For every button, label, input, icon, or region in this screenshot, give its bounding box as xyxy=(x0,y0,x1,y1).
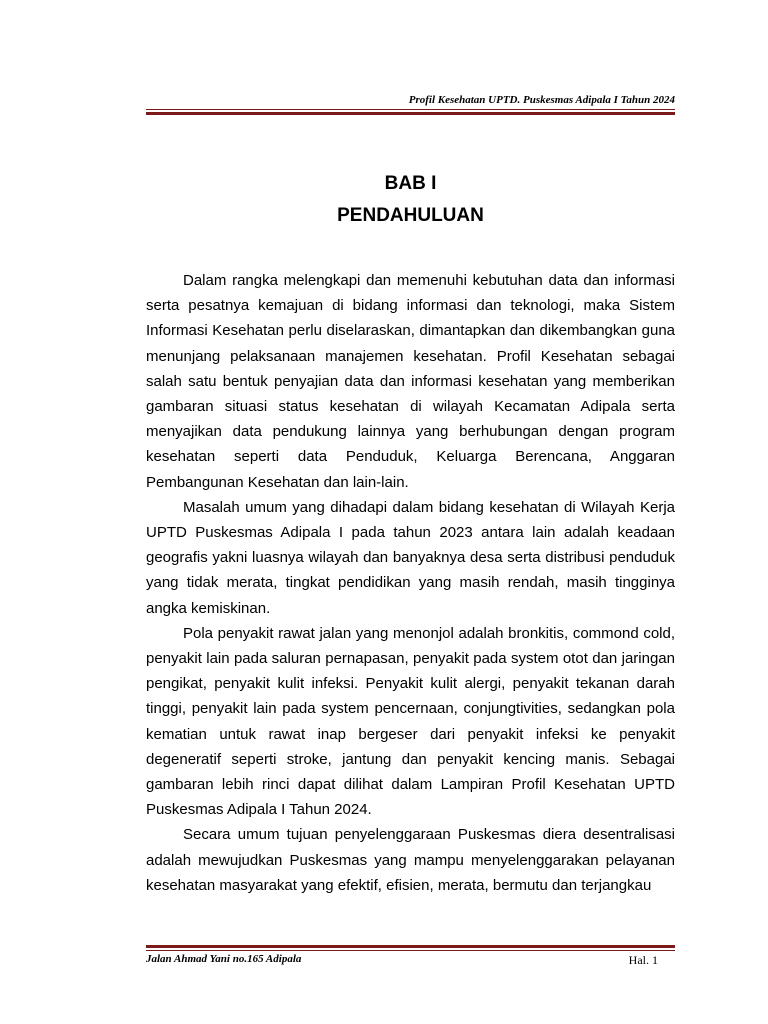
paragraph-objectives: Secara umum tujuan penyelenggaraan Puskesmas diera desentralisasi adalah mewujudkan Puskesmas yang mampu menyelenggarakan pelayanan kesehatan masyarakat yang efektif, efisien, merata, bermutu dan terjangkau xyxy=(146,826,675,894)
page-number: Hal. 1 xyxy=(628,953,658,967)
paragraph-problems: Masalah umum yang dihadapi dalam bidang kesehatan di Wilayah Kerja UPTD Puskesmas Adipala I pada tahun 2023 antara lain adalah keadaan geografis yakni luasnya wilayah dan banyaknya desa serta distribusi penduduk yang tidak merata, tingkat pendidikan yang masih rendah, masih tingginya angka kemiskinan. xyxy=(146,498,675,617)
paragraph-disease-patterns: Pola penyakit rawat jalan yang menonjol adalah bronkitis, commond cold, penyakit lain pada saluran pernapasan, penyakit pada system otot dan jaringan pengikat, penyakit kulit infeksi. Penyakit kulit alergi, penyakit tekanan darah tinggi, penyakit lain pada system pencernaan, conjungtivities, sedangkan pola kematian untuk rawat inap bergeser dari penyakit infeksi ke penyakit degeneratif seperti stroke, jantung dan penyakit kencing manis. Sebagai gambaran lebih rinci dapat dilihat dalam Lampiran Profil Kesehatan UPTD Puskesmas Adipala I Tahun 2024. xyxy=(146,624,675,819)
paragraph-intro: Dalam rangka melengkapi dan memenuhi kebutuhan data dan informasi serta pesatnya kemajuan di bidang informasi dan teknologi, maka Sistem Informasi Kesehatan perlu diselaraskan, dimantapkan dan dikembangkan guna menunjang pelaksanaan manajemen kesehatan. Profil Kesehatan sebagai salah satu bentuk penyajian data dan informasi kesehatan yang memberikan gambaran situasi status kesehatan di wilayah Kecamatan Adipala serta menyajikan data pendukung lainnya yang berhubungan dengan program kesehatan seperti data Penduduk, Keluarga Berencana, Anggaran Pembangunan Kesehatan dan lain-lain. xyxy=(146,272,675,491)
chapter-title: PENDAHULUAN xyxy=(337,205,484,226)
footer-divider xyxy=(146,945,675,951)
header-divider xyxy=(146,109,675,115)
chapter-number: BAB I xyxy=(384,173,437,194)
footer-address: Jalan Ahmad Yani no.165 Adipala xyxy=(146,953,302,965)
running-header: Profil Kesehatan UPTD. Puskesmas Adipala I Tahun 2024 xyxy=(408,94,675,106)
body-text xyxy=(146,268,675,898)
